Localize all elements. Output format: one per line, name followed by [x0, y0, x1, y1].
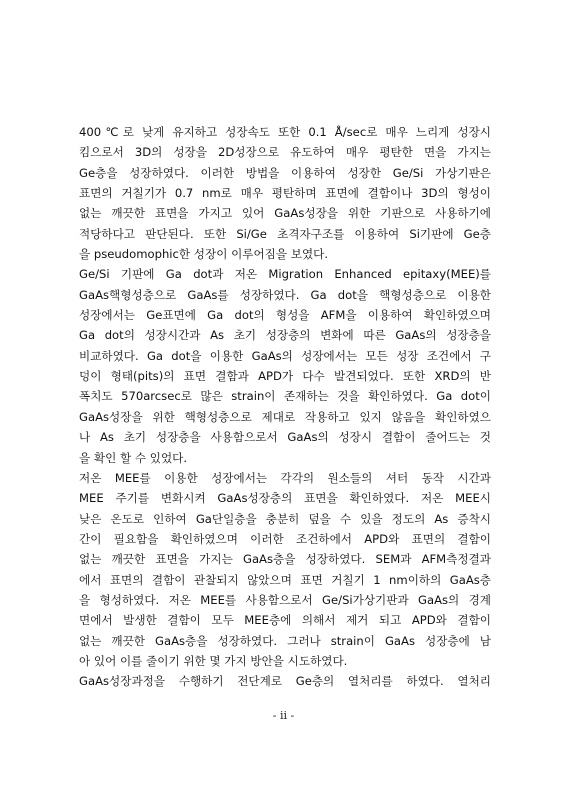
text-line: GaAs핵형성층으로 GaAs를 성장하였다. Ga dot을 핵형성층으로 이용한	[79, 287, 491, 302]
text-line: 저온 MEE를 이용한 성장에서는 각각의 원소들의 셔터 동작 시간과	[79, 470, 491, 485]
text-line: 없는 깨끗한 표면을 가지는 GaAs층을 성장하였다. SEM과 AFM측정결과	[79, 552, 491, 567]
text-line: 을 형성하였다. 저온 MEE를 사용함으로서 Ge/Si가상기판과 GaAs의 경계	[79, 592, 491, 607]
text-line: 낮은 온도로 인하여 Ga단일층을 충분히 덮을 수 있을 정도의 As 증착시	[79, 511, 491, 526]
text-line: 400℃로 낮게 유지하고 성장속도 또한 0.1 Å/sec로 매우 느리게 성장시	[79, 125, 491, 139]
page-number: - ii -	[272, 709, 295, 722]
text-line: 아 있어 이를 줄이기 위한 몇 가지 방안을 시도하였다.	[79, 653, 348, 668]
text-line: 비교하였다. Ga dot을 이용한 GaAs의 성장에서는 모든 성장 조건에서 구	[79, 348, 491, 363]
text-line: MEE 주기를 변화시켜 GaAs성장층의 표면을 확인하였다. 저온 MEE시	[79, 491, 491, 506]
text-line: 성장에서는 Ge표면에 Ga dot의 형성을 AFM을 이용하여 확인하였으며	[79, 308, 491, 323]
text-line: 간이 필요함을 확인하였으며 이러한 조건하에서 APD와 표면의 결함이	[79, 531, 491, 546]
text-line: GaAs성장과정을 수행하기 전단계로 Ge층의 열처리를 하였다. 열처리	[79, 674, 491, 689]
text-line: Ga dot의 성장시간과 As 초기 성장층의 변화에 따른 GaAs의 성장층을	[79, 328, 491, 343]
text-line: Ge층을 성장하였다. 이러한 방법을 이용하여 성장한 Ge/Si 가상기판은	[79, 165, 491, 180]
text-line: 적당하다고 판단된다. 또한 Si/Ge 초격자구조를 이용하여 Si기판에 Ge층	[79, 226, 491, 241]
text-line: 없는 깨끗한 표면을 가지고 있어 GaAs성장을 위한 기판으로 사용하기에	[79, 206, 491, 221]
body-text	[79, 122, 491, 692]
text-line: 나 As 초기 성장층을 사용함으로서 GaAs의 성장시 결함이 줄어드는 것	[79, 430, 491, 445]
text-line: GaAs성장을 위한 핵형성층으로 제대로 작용하고 있지 않음을 확인하였으	[79, 409, 491, 424]
text-line: 표면의 거칠기가 0.7 nm로 매우 평탄하며 표면에 결함이나 3D의 형성이	[79, 186, 491, 201]
text-line: 킴으로서 3D의 성장을 2D성장으로 유도하여 매우 평탄한 면을 가지는	[79, 145, 491, 160]
text-line: Ge/Si 기판에 Ga dot과 저온 Migration Enhanced epitaxy(MEE)를	[79, 267, 491, 282]
text-line: 덩이 형태(pits)의 표면 결함과 APD가 다수 발견되었다. 또한 XRD의 반	[79, 369, 491, 384]
text-line: 을 확인 할 수 있었다.	[79, 450, 188, 465]
text-line: 면에서 발생한 결함이 모두 MEE층에 의해서 제거 되고 APD와 결함이	[79, 613, 491, 628]
text-line: 폭치도 570arcsec로 많은 strain이 존재하는 것을 확인하였다. Ga dot이	[79, 389, 491, 404]
text-line: 에서 표면의 결함이 관찰되지 않았으며 표면 거칠기 1 nm이하의 GaAs층	[79, 572, 491, 587]
text-line: 없는 깨끗한 GaAs층을 성장하였다. 그러나 strain이 GaAs 성장층에 남	[79, 633, 491, 648]
text-line: 을 pseudomophic한 성장이 이루어짐을 보였다.	[79, 247, 329, 262]
